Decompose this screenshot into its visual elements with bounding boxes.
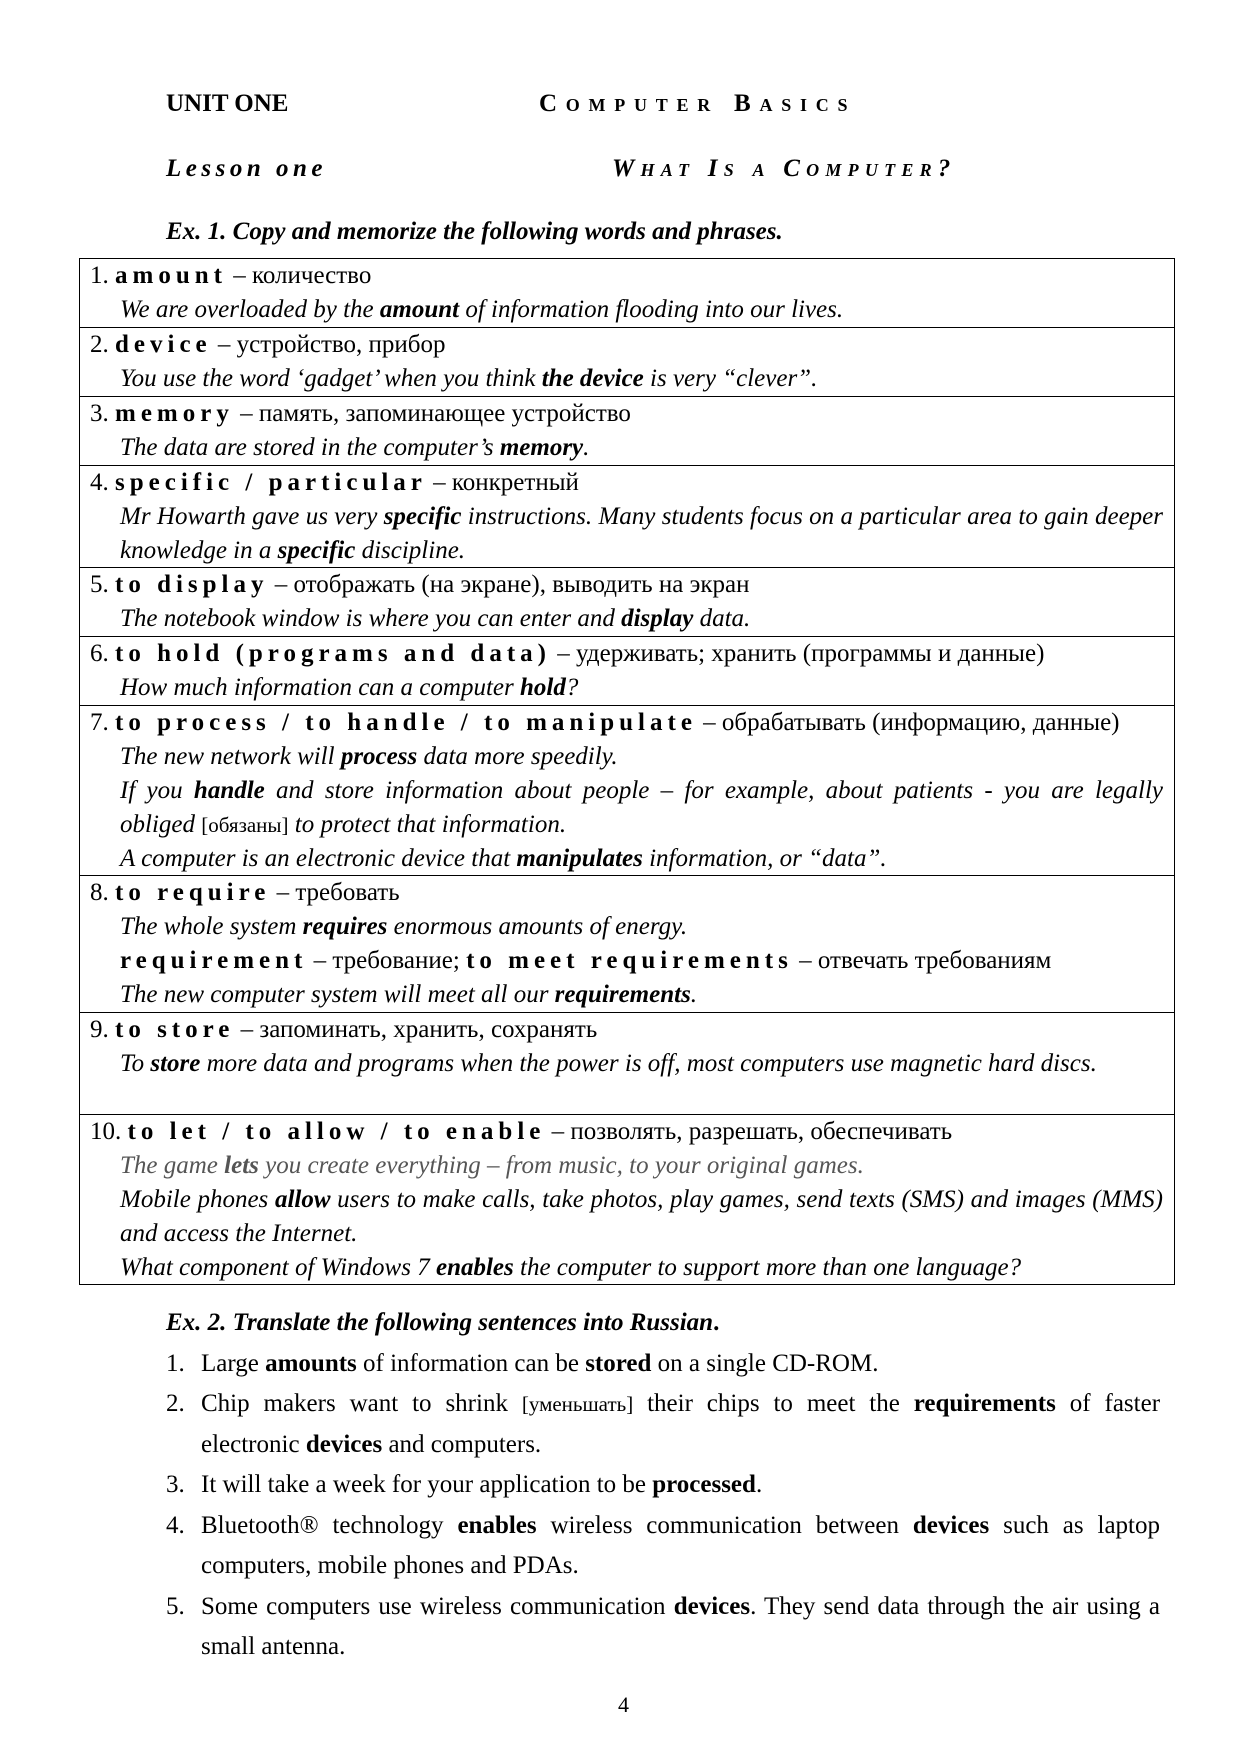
example-text: allow (274, 1186, 331, 1213)
example-sentence (90, 1149, 1163, 1183)
translation: – устройство, прибор (211, 331, 446, 358)
sentence-list (166, 1344, 1160, 1668)
entry-number: 10. (90, 1118, 128, 1145)
sentence-text: . (755, 1471, 763, 1498)
vocabulary-term: amount (115, 262, 227, 289)
entry-number: 9. (90, 1016, 115, 1043)
sentence-text: Some computers use wireless communication (201, 1592, 674, 1620)
lesson-label: Lesson one (166, 155, 327, 182)
example-text: the computer to support more than one language? (513, 1254, 1022, 1281)
sentence-text: . They send data through the air using a small antenna. (201, 1592, 1160, 1660)
table-row (80, 705, 1174, 875)
item-text (201, 1506, 1160, 1587)
example-text: ? (565, 674, 579, 701)
sentence-text: stored (585, 1349, 652, 1377)
example-sentence (90, 978, 1163, 1012)
vocabulary-term: to hold (programs and data) (115, 640, 551, 667)
example-sentence (90, 293, 1163, 327)
list-item (166, 1506, 1160, 1587)
example-text: You use the word ‘gadget’ when you think (120, 365, 542, 392)
example-sentence (90, 431, 1163, 465)
example-text: and store information about people – for example, about patients - you are legally obliged (120, 777, 1163, 838)
sentence-text: devices (305, 1430, 383, 1458)
vocabulary-term: device (115, 331, 212, 358)
sentence-text: devices (673, 1592, 751, 1620)
unit-label: UNIT ONE (166, 90, 289, 117)
vocabulary-term: requirement (120, 947, 308, 974)
sentence-text: on a single CD-ROM. (651, 1349, 879, 1377)
translation: – запоминать, хранить, сохранять (234, 1016, 598, 1043)
entry-number: 2. (90, 331, 115, 358)
item-text (201, 1465, 1160, 1506)
example-text: handle (193, 777, 265, 804)
example-text: How much information can a computer (120, 674, 520, 701)
example-sentence (90, 1183, 1163, 1251)
sentence-text: Bluetooth® technology (201, 1511, 458, 1539)
example-sentence (90, 1251, 1163, 1285)
example-text: The new network will (120, 743, 341, 770)
example-text: Mr Howarth gave us very (120, 503, 384, 530)
example-text: requirements (554, 981, 691, 1008)
entry-heading (90, 1115, 1163, 1149)
example-text: The data are stored in the computer’s (120, 434, 500, 461)
entry-number: 7. (90, 709, 115, 736)
exercise-2 (166, 1303, 1160, 1668)
translation: – память, запоминающее устройство (233, 400, 631, 427)
vocabulary-term: to require (115, 879, 271, 906)
example-text: If you (120, 777, 194, 804)
translation: – позволять, разрешать, обеспечивать (545, 1118, 953, 1145)
entry-number: 5. (90, 571, 115, 598)
example-text: display (621, 605, 694, 632)
item-text (201, 1384, 1160, 1465)
exercise-1-title: Ex. 1. Copy and memorize the following words and phrases. (166, 218, 783, 245)
list-item (166, 1384, 1160, 1465)
example-text: [обязаны] (201, 813, 289, 837)
sentence-text: processed (652, 1471, 756, 1498)
vocabulary-term: memory (115, 400, 234, 427)
item-number: 4. (166, 1511, 185, 1539)
example-text: . (690, 981, 698, 1008)
entry-number: 1. (90, 262, 115, 289)
item-text (201, 1344, 1160, 1385)
example-text: Mobile phones (120, 1186, 275, 1213)
page-number: 4 (618, 1692, 629, 1717)
example-text: The new computer system will meet all our (120, 981, 555, 1008)
example-text: amount (379, 296, 460, 323)
example-text: enables (435, 1254, 514, 1281)
list-item (166, 1587, 1160, 1668)
sentence-text: Chip makers want to shrink (201, 1390, 522, 1417)
entry-number: 3. (90, 400, 115, 427)
example-text: A computer is an electronic device that (120, 845, 517, 872)
sentence-text: of faster electronic (201, 1390, 1161, 1458)
table-row (80, 567, 1174, 636)
sentence-text: Large (201, 1349, 266, 1377)
example-text: you create everything – from music, to your original games. (258, 1152, 864, 1179)
example-text: enormous amounts of energy. (387, 913, 688, 940)
sentence-text: devices (912, 1511, 990, 1539)
entry-heading (90, 706, 1163, 740)
sentence-text: It will take a week for your application to be (201, 1471, 653, 1498)
example-text: – отвечать требованиям (792, 947, 1052, 974)
example-sentence (90, 842, 1163, 876)
table-row (80, 1012, 1174, 1114)
example-text: To (120, 1050, 151, 1077)
vocabulary-term: to meet requirements (466, 947, 793, 974)
table-row (80, 465, 1174, 567)
example-sentence (90, 1047, 1163, 1081)
item-number: 3. (166, 1471, 185, 1498)
sentence-text: and computers. (382, 1430, 542, 1458)
table-row (80, 327, 1174, 396)
example-sentence (90, 500, 1163, 568)
sentence-text: enables (457, 1511, 537, 1539)
unit-title: Computer Basics (539, 90, 857, 117)
example-text: The game (120, 1152, 225, 1179)
entry-heading (90, 259, 1163, 293)
entry-heading (90, 568, 1163, 602)
list-item (166, 1344, 1160, 1385)
vocabulary-term: to display (115, 571, 269, 598)
example-sentence (90, 944, 1163, 978)
list-item (166, 1465, 1160, 1506)
sentence-text: of information can be (356, 1349, 586, 1377)
entry-heading (90, 876, 1163, 910)
lesson-title: What Is a Computer? (612, 155, 957, 182)
sentence-text: amounts (265, 1349, 357, 1377)
item-number: 1. (166, 1349, 185, 1377)
example-sentence (90, 910, 1163, 944)
table-row (80, 259, 1174, 327)
example-text: users to make calls, take photos, play games, send texts (SMS) and images (MMS) and access the Internet. (120, 1186, 1163, 1247)
exercise-2-title-period: . (713, 1309, 720, 1336)
entry-heading (90, 637, 1163, 671)
example-text: memory (499, 434, 584, 461)
sentence-text: [уменьшать] (521, 1392, 634, 1416)
translation: – отображать (на экране), выводить на экран (268, 571, 750, 598)
vocabulary-term: to let / to allow / to enable (127, 1118, 546, 1145)
example-sentence (90, 671, 1163, 705)
translation: – обрабатывать (информацию, данные) (696, 709, 1120, 736)
vocabulary-term: to process / to handle / to manipulate (115, 709, 697, 736)
example-text: to protect that information. (288, 811, 567, 838)
example-text: instructions. Many students focus on a particular area to gain deeper knowledge in a (120, 503, 1163, 564)
example-text: discipline. (355, 537, 466, 564)
example-sentence (90, 774, 1163, 842)
example-text: specific (277, 537, 356, 564)
example-text: requires (302, 913, 388, 940)
exercise-2-title (166, 1303, 1160, 1344)
example-text: What component of Windows 7 (120, 1254, 436, 1281)
item-number: 2. (166, 1390, 185, 1417)
translation: – конкретный (426, 469, 579, 496)
item-text (201, 1587, 1160, 1668)
vocabulary-term: specific / particular (115, 469, 427, 496)
entry-heading (90, 466, 1163, 500)
entry-number: 6. (90, 640, 115, 667)
entry-heading (90, 397, 1163, 431)
example-text: of information flooding into our lives. (459, 296, 844, 323)
sentence-text: requirements (913, 1390, 1056, 1417)
vocabulary-table (79, 258, 1175, 1285)
translation: – удерживать; хранить (программы и данные) (550, 640, 1045, 667)
entry-heading (90, 1013, 1163, 1047)
entry-number: 4. (90, 469, 115, 496)
entry-heading (90, 328, 1163, 362)
translation: – количество (226, 262, 372, 289)
example-text: The notebook window is where you can enter and (120, 605, 622, 632)
example-text: more data and programs when the power is off, most computers use magnetic hard discs. (200, 1050, 1097, 1077)
example-text: data more speedily. (417, 743, 618, 770)
example-sentence (90, 740, 1163, 774)
sentence-text: wireless communication between (536, 1511, 913, 1539)
table-row (80, 1114, 1174, 1284)
entry-number: 8. (90, 879, 115, 906)
table-row (80, 636, 1174, 705)
example-text: manipulates (516, 845, 643, 872)
example-sentence (90, 362, 1163, 396)
example-text: We are overloaded by the (120, 296, 380, 323)
exercise-2-title-text: Ex. 2. Translate the following sentences into Russian (166, 1309, 714, 1336)
example-text: process (340, 743, 418, 770)
translation: – требовать (270, 879, 400, 906)
example-text: specific (383, 503, 462, 530)
example-text: – требование; (307, 947, 467, 974)
example-text: is very “clever”. (643, 365, 818, 392)
table-row (80, 396, 1174, 465)
example-sentence (90, 602, 1163, 636)
example-text: hold (519, 674, 566, 701)
example-text: the device (541, 365, 644, 392)
example-text: The whole system (120, 913, 303, 940)
sentence-text: their chips to meet the (633, 1390, 914, 1417)
item-number: 5. (166, 1592, 185, 1620)
example-text: lets (224, 1152, 259, 1179)
example-text: store (150, 1050, 201, 1077)
example-text: information, or “data”. (642, 845, 887, 872)
example-text: data. (693, 605, 751, 632)
vocabulary-term: to store (115, 1016, 235, 1043)
example-text: . (583, 434, 590, 461)
table-row (80, 875, 1174, 1012)
sentence-text: such as laptop computers, mobile phones and PDAs. (201, 1511, 1160, 1579)
